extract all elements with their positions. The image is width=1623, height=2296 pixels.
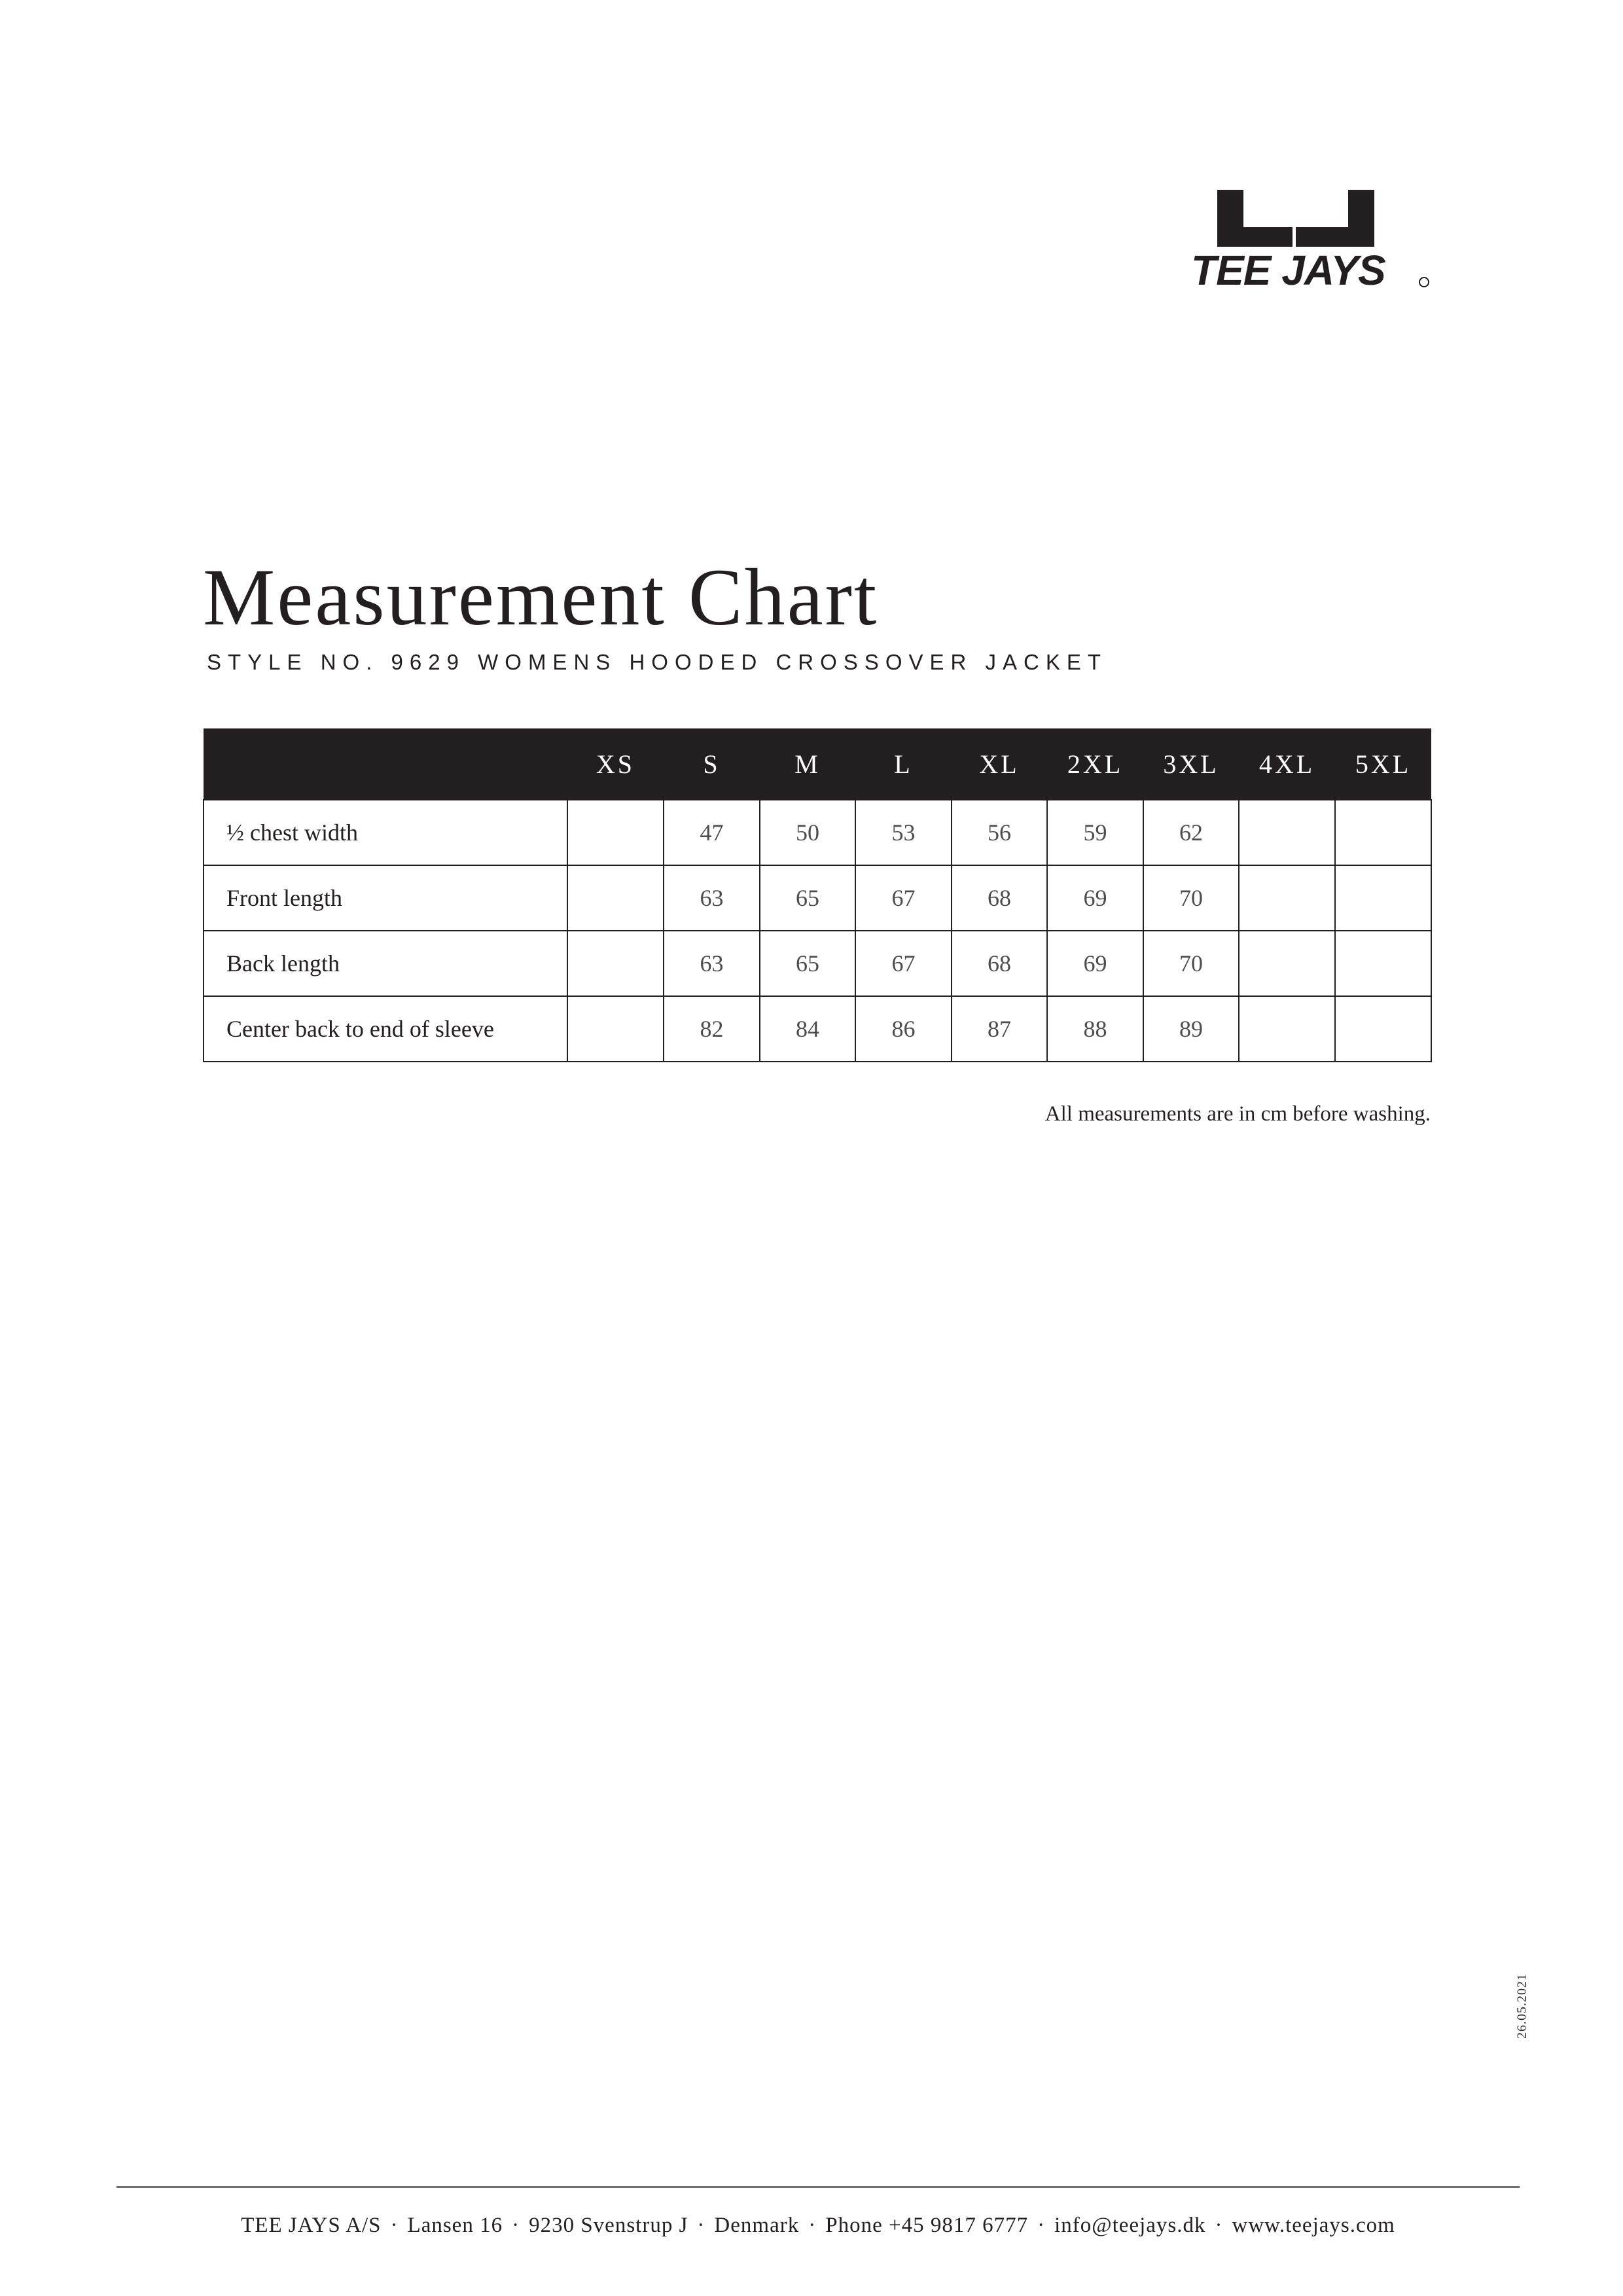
table-header-row: [204, 728, 1431, 800]
footer-company: TEE JAYS A/S: [241, 2214, 382, 2237]
table-cell: [1335, 931, 1431, 996]
table-cell: 63: [664, 865, 760, 931]
table-cell: 70: [1143, 931, 1239, 996]
footer-city: 9230 Svenstrup J: [529, 2214, 688, 2237]
footer-separator: ·: [1215, 2214, 1223, 2237]
table-cell: 84: [760, 996, 855, 1062]
table-cell: 88: [1047, 996, 1143, 1062]
measurement-table: [203, 728, 1432, 1062]
table-cell: [1239, 996, 1335, 1062]
table-cell: 53: [855, 800, 952, 865]
footer-website-link[interactable]: www.teejays.com: [1232, 2214, 1395, 2237]
footer-separator: ·: [512, 2214, 520, 2237]
footer-street: Lansen 16: [407, 2214, 503, 2237]
footer-separator: ·: [390, 2214, 399, 2237]
table-cell: [1335, 996, 1431, 1062]
table-cell: 68: [952, 865, 1047, 931]
table-cell: 86: [855, 996, 952, 1062]
footer-separator: ·: [697, 2214, 705, 2237]
table-cell: 87: [952, 996, 1047, 1062]
row-label: ½ chest width: [204, 800, 567, 865]
table-cell: 70: [1143, 865, 1239, 931]
table-cell: 82: [664, 996, 760, 1062]
table-cell: [1335, 800, 1431, 865]
size-header: M: [760, 728, 855, 800]
table-cell: 62: [1143, 800, 1239, 865]
tee-jays-logo: [1191, 187, 1433, 298]
size-header: XS: [567, 728, 664, 800]
table-cell: 65: [760, 865, 855, 931]
size-header: 3XL: [1143, 728, 1239, 800]
size-header: 5XL: [1335, 728, 1431, 800]
table-cell: 56: [952, 800, 1047, 865]
footer-email-link[interactable]: info@teejays.dk: [1054, 2214, 1206, 2237]
table-row: [204, 931, 1431, 996]
size-header: 2XL: [1047, 728, 1143, 800]
row-label: Back length: [204, 931, 567, 996]
table-row: [204, 996, 1431, 1062]
table-cell: 47: [664, 800, 760, 865]
row-label: Front length: [204, 865, 567, 931]
table-cell: 67: [855, 865, 952, 931]
footer-separator: ·: [1037, 2214, 1046, 2237]
table-cell: [567, 865, 664, 931]
document-date: [1509, 1973, 1535, 2039]
table-cell: 69: [1047, 865, 1143, 931]
size-header: XL: [952, 728, 1047, 800]
size-header: 4XL: [1239, 728, 1335, 800]
style-subtitle: STYLE NO. 9629 WOMENS HOODED CROSSOVER JACKET: [207, 650, 1108, 674]
table-row: [204, 865, 1431, 931]
size-header: L: [855, 728, 952, 800]
table-cell: [567, 996, 664, 1062]
table-cell: 89: [1143, 996, 1239, 1062]
page-title: Measurement Chart: [203, 552, 879, 642]
table-cell: 63: [664, 931, 760, 996]
table-cell: 50: [760, 800, 855, 865]
footer-phone: Phone +45 9817 6777: [825, 2214, 1029, 2237]
table-cell: 65: [760, 931, 855, 996]
table-cell: [1239, 931, 1335, 996]
footer-divider: [116, 2186, 1520, 2188]
footer-separator: ·: [808, 2214, 817, 2237]
date-text: 26.05.2021: [1514, 1973, 1529, 2039]
footer-contact: [116, 2211, 1520, 2240]
table-cell: 67: [855, 931, 952, 996]
table-cell: [1335, 865, 1431, 931]
tee-jays-logo-icon: [1191, 187, 1433, 298]
footer-country: Denmark: [714, 2214, 800, 2237]
table-cell: [567, 800, 664, 865]
table-cell: [1239, 865, 1335, 931]
header-corner-cell: [204, 728, 567, 800]
table-cell: [567, 931, 664, 996]
table-row: [204, 800, 1431, 865]
size-header: S: [664, 728, 760, 800]
svg-text:TEE JAYS: TEE JAYS: [1191, 247, 1385, 294]
measurement-note: All measurements are in cm before washing.: [1044, 1102, 1431, 1126]
table-cell: 69: [1047, 931, 1143, 996]
table-cell: 68: [952, 931, 1047, 996]
row-label: Center back to end of sleeve: [204, 996, 567, 1062]
table-cell: 59: [1047, 800, 1143, 865]
table-cell: [1239, 800, 1335, 865]
